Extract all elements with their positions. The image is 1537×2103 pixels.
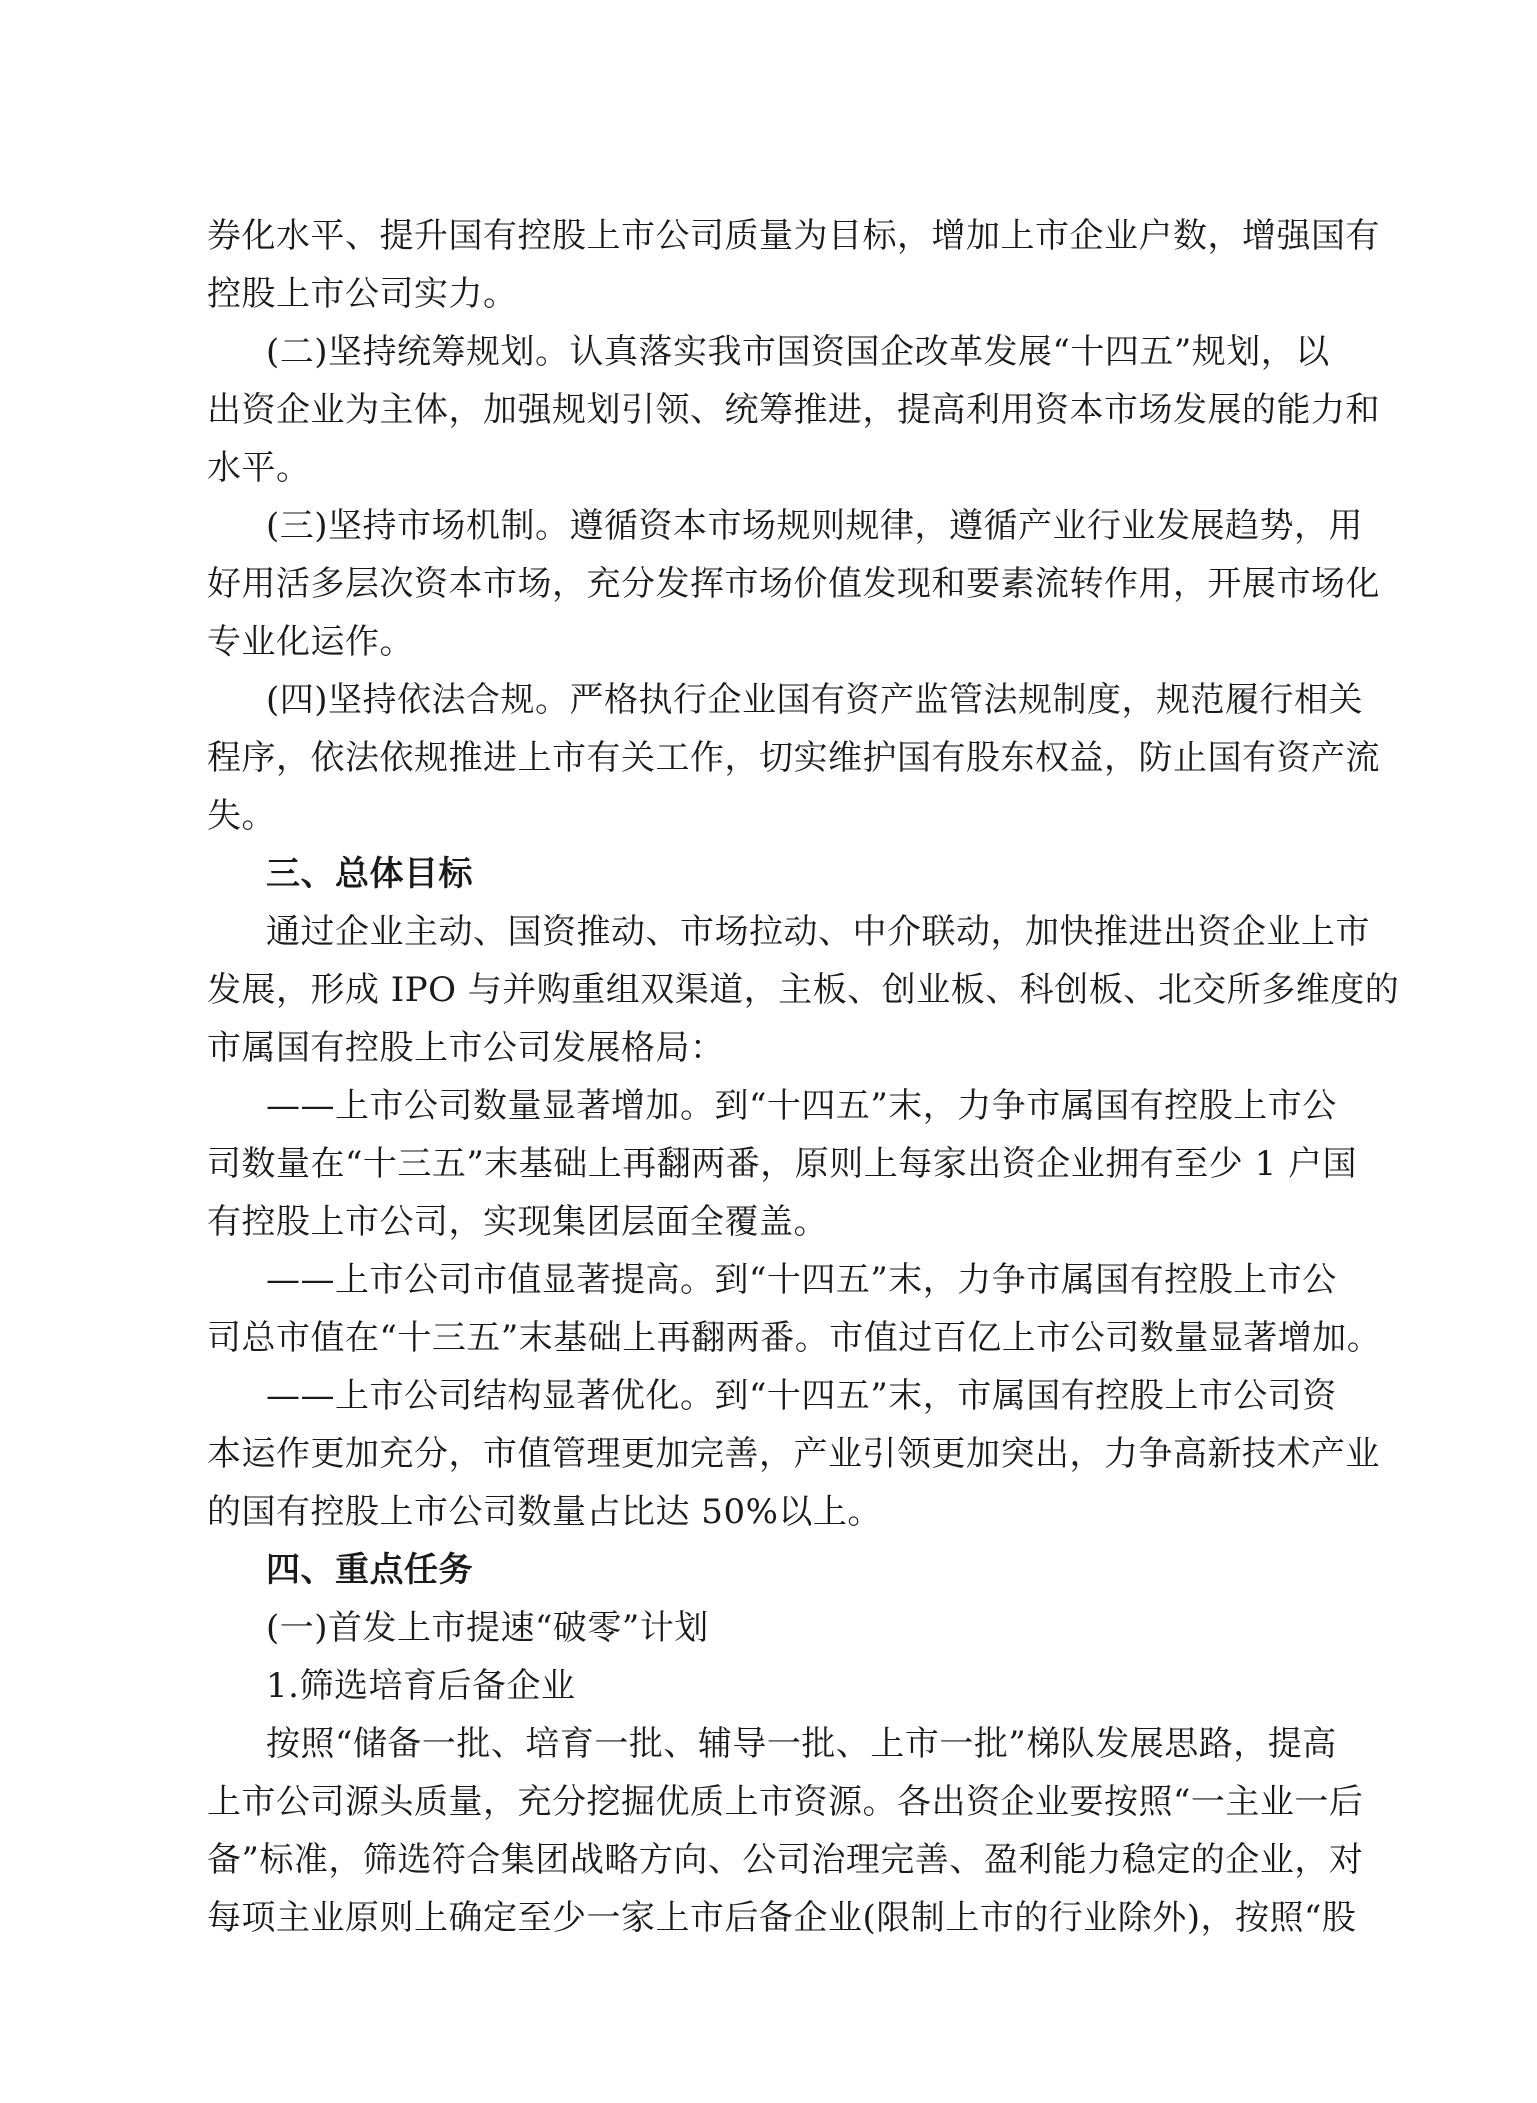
section-heading: 四、重点任务	[266, 1550, 473, 1590]
paragraph-line: 本运作更加充分，市值管理更加完善，产业引领更加突出，力争高新技术产业	[207, 1434, 1380, 1474]
paragraph-line: 程序，依法依规推进上市有关工作，切实维护国有股东权益，防止国有资产流	[207, 738, 1380, 778]
paragraph-line: 司数量在“十三五”末基础上再翻两番，原则上每家出资企业拥有至少 1 户国	[207, 1144, 1358, 1184]
paragraph-line: 备”标准，筛选符合集团战略方向、公司治理完善、盈利能力稳定的企业，对	[207, 1840, 1364, 1880]
paragraph-line: (三)坚持市场机制。遵循资本市场规则规律，遵循产业行业发展趋势，用	[266, 506, 1364, 546]
paragraph-line: 通过企业主动、国资推动、市场拉动、中介联动，加快推进出资企业上市	[266, 912, 1370, 952]
paragraph-line: ——上市公司结构显著优化。到“十四五”末，市属国有控股上市公司资	[266, 1376, 1337, 1416]
paragraph-line: ——上市公司数量显著增加。到“十四五”末，力争市属国有控股上市公	[266, 1086, 1337, 1126]
paragraph-line: 专业化运作。	[207, 622, 414, 662]
paragraph-line: 控股上市公司实力。	[207, 274, 518, 314]
paragraph-line: 上市公司源头质量，充分挖掘优质上市资源。各出资企业要按照“一主业一后	[207, 1782, 1364, 1822]
paragraph-line: 市属国有控股上市公司发展格局：	[207, 1028, 725, 1068]
paragraph-line: 有控股上市公司，实现集团层面全覆盖。	[207, 1202, 828, 1242]
paragraph-line: 水平。	[207, 448, 311, 488]
paragraph-line: (四)坚持依法合规。严格执行企业国有资产监管法规制度，规范履行相关	[266, 680, 1364, 720]
paragraph-line: 的国有控股上市公司数量占比达 50%以上。	[207, 1492, 882, 1532]
paragraph-line: 好用活多层次资本市场，充分发挥市场价值发现和要素流转作用，开展市场化	[207, 564, 1380, 604]
paragraph-line: 每项主业原则上确定至少一家上市后备企业(限制上市的行业除外)，按照“股	[207, 1898, 1357, 1938]
paragraph-line: ——上市公司市值显著提高。到“十四五”末，力争市属国有控股上市公	[266, 1260, 1337, 1300]
paragraph-line: 按照“储备一批、培育一批、辅导一批、上市一批”梯队发展思路，提高	[266, 1724, 1337, 1764]
paragraph-line: 券化水平、提升国有控股上市公司质量为目标，增加上市企业户数，增强国有	[207, 216, 1380, 256]
section-heading: 三、总体目标	[266, 854, 473, 894]
paragraph-line: 失。	[207, 796, 276, 836]
paragraph-line: 发展，形成 IPO 与并购重组双渠道，主板、创业板、科创板、北交所多维度的	[207, 970, 1400, 1010]
subsection-heading: (一)首发上市提速“破零”计划	[266, 1608, 709, 1648]
paragraph-line: 司总市值在“十三五”末基础上再翻两番。市值过百亿上市公司数量显著增加。	[207, 1318, 1382, 1358]
paragraph-line: (二)坚持统筹规划。认真落实我市国资国企改革发展“十四五”规划，以	[266, 332, 1330, 372]
item-heading: 1.筛选培育后备企业	[266, 1666, 576, 1706]
paragraph-line: 出资企业为主体，加强规划引领、统筹推进，提高利用资本市场发展的能力和	[207, 390, 1380, 430]
